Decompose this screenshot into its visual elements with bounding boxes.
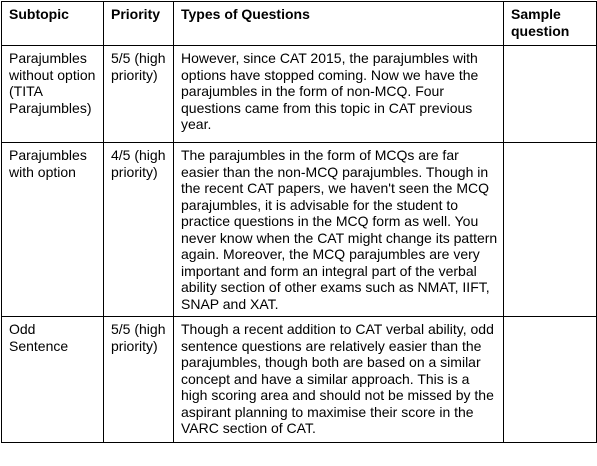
- cell-types: Though a recent addition to CAT verbal ability, odd sentence questions are relatively easier than the parajumbles, though both are based on a similar concept and have a similar approach. This is a high scoring area and should not be missed by the aspirant planning to maximise their score in the VARC section of CAT.: [174, 317, 504, 443]
- cell-subtopic: Parajumbles with option: [2, 143, 104, 317]
- header-sample-question: Sample question: [504, 2, 597, 46]
- cell-priority: 5/5 (high priority): [104, 46, 174, 143]
- header-subtopic: Subtopic: [2, 2, 104, 46]
- table-header-row: [2, 2, 597, 46]
- cell-types: The parajumbles in the form of MCQs are far easier than the non-MCQ parajumbles. Though in the recent CAT papers, we haven't seen the MCQ parajumbles, it is advisable for the student to practice questions in the MCQ form as well. You never know when the CAT might change its pattern again. Moreover, the MCQ parajumbles are very important and form an integral part of the verbal ability section of other exams such as NMAT, IIFT, SNAP and XAT.: [174, 143, 504, 317]
- cell-sample: [504, 143, 597, 317]
- cell-subtopic: Odd Sentence: [2, 317, 104, 443]
- table-row: [2, 143, 597, 317]
- table-row: [2, 46, 597, 143]
- cell-types: However, since CAT 2015, the parajumbles with options have stopped coming. Now we have the parajumbles in the form of non-MCQ. Four questions came from this topic in CAT previous year.: [174, 46, 504, 143]
- cell-subtopic: Parajumbles without option (TITA Parajumbles): [2, 46, 104, 143]
- cell-priority: 5/5 (high priority): [104, 317, 174, 443]
- cell-priority: 4/5 (high priority): [104, 143, 174, 317]
- table-row: [2, 317, 597, 443]
- header-types-of-questions: Types of Questions: [174, 2, 504, 46]
- header-priority: Priority: [104, 2, 174, 46]
- subtopic-table: [1, 1, 597, 443]
- cell-sample: [504, 317, 597, 443]
- cell-sample: [504, 46, 597, 143]
